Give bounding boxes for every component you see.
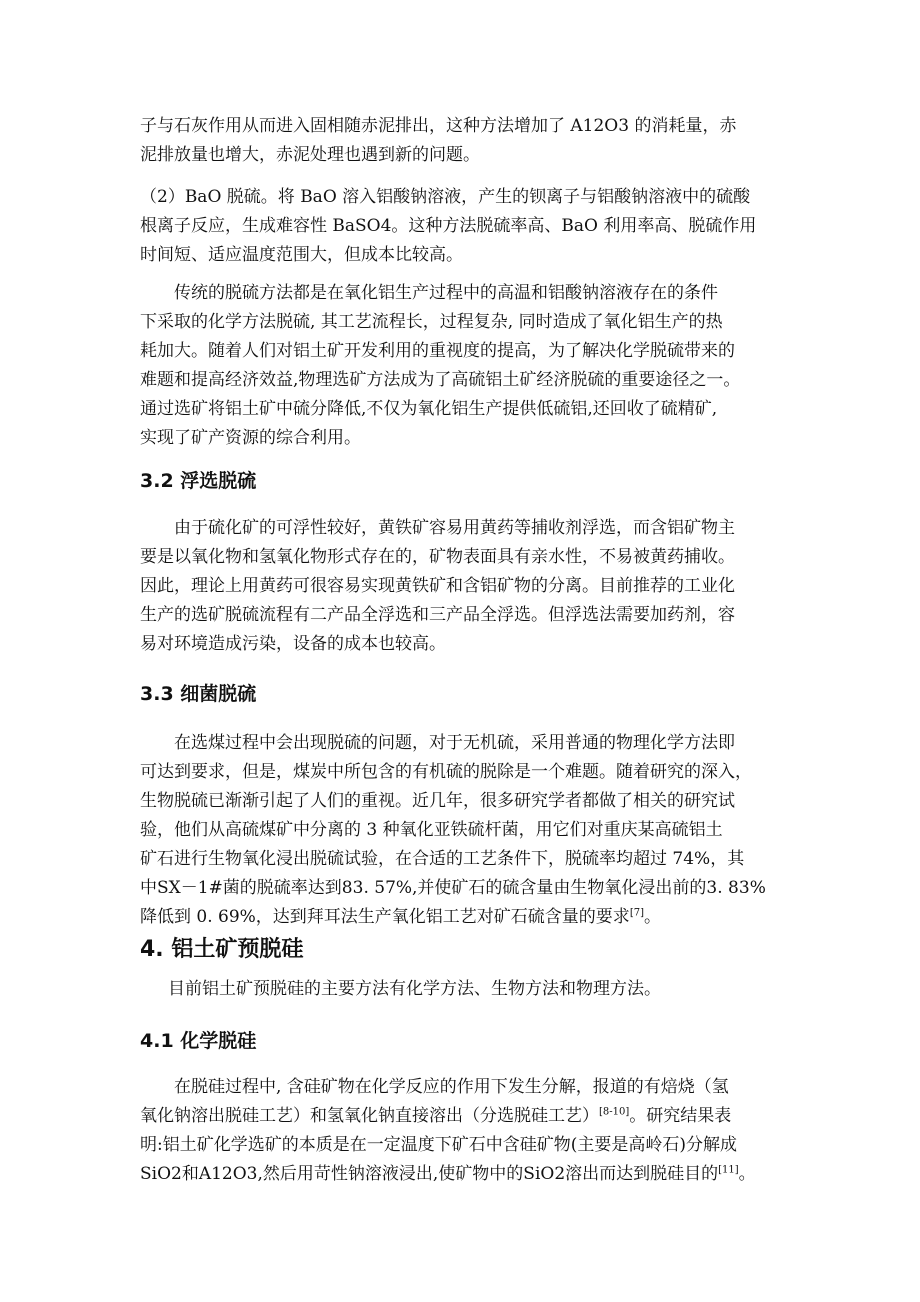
paragraph-bao-desulfurization <box>140 183 780 270</box>
text-line: 在脱硅过程中, 含硅矿物在化学反应的作用下发生分解，报道的有焙烧（氢 <box>174 1077 729 1097</box>
paragraph-bacterial <box>140 729 780 932</box>
paragraph-flotation <box>140 514 780 659</box>
citation-ref: [8-10] <box>599 1106 630 1118</box>
text-segment: 。 <box>738 1164 756 1184</box>
text-line: 目前铝土矿预脱硅的主要方法有化学方法、生物方法和物理方法。 <box>168 979 661 999</box>
paragraph-traditional-methods <box>140 279 780 453</box>
paragraph-1 <box>140 112 780 170</box>
text-line: 在选煤过程中会出现脱硫的问题，对于无机硫，采用普通的物理化学方法即 <box>174 733 735 753</box>
text-line: 难题和提高经济效益,物理选矿方法成为了高硫铝土矿经济脱硫的重要途径之一。 <box>140 370 741 390</box>
text-line: 矿石进行生物氧化浸出脱硫试验，在合适的工艺条件下，脱硫率均超过 74%，其 <box>140 849 745 869</box>
text-line: 子与石灰作用从而进入固相随赤泥排出，这种方法增加了 A12O3 的消耗量，赤 <box>140 116 737 136</box>
citation-ref: [11] <box>718 1164 739 1176</box>
section-heading-4-1: 4.1 化学脱硅 <box>140 1030 257 1052</box>
chapter-heading-4: 4. 铝土矿预脱硅 <box>140 937 304 962</box>
text-line: 根离子反应，生成难容性 BaSO4。这种方法脱硫率高、BaO 利用率高、脱硫作用 <box>140 216 757 236</box>
text-segment: 降低到 0. 69%，达到拜耳法生产氧化铝工艺对矿石硫含量的要求 <box>140 907 630 927</box>
text-line: 易对环境造成污染，设备的成本也较高。 <box>140 634 446 654</box>
text-line: 要是以氧化物和氢氧化物形式存在的，矿物表面具有亲水性，不易被黄药捕收。 <box>140 547 735 567</box>
text-line: 中SX－1#菌的脱硫率达到83. 57%,并使矿石的硫含量由生物氧化浸出前的3. 83% <box>140 878 766 898</box>
text-line: 明:铝土矿化学选矿的本质是在一定温度下矿石中含硅矿物(主要是高岭石)分解成 <box>140 1135 737 1155</box>
text-line: 实现了矿产资源的综合利用。 <box>140 428 361 448</box>
text-segment: 。研究结果表 <box>629 1106 732 1126</box>
citation-ref: [7] <box>629 907 644 919</box>
text-line: 泥排放量也增大，赤泥处理也遇到新的问题。 <box>140 145 480 165</box>
text-line <box>140 903 780 932</box>
text-segment: 。 <box>643 907 661 927</box>
text-line: 通过选矿将铝土矿中硫分降低,不仅为氧化铝生产提供低硫铝,还回收了硫精矿, <box>140 399 718 419</box>
paragraph-desilication-intro <box>140 975 780 1004</box>
section-heading-3-2: 3.2 浮选脱硫 <box>140 470 257 492</box>
text-segment: 氧化钠溶出脱硅工艺）和氢氧化钠直接溶出（分选脱硅工艺） <box>140 1106 599 1126</box>
paragraph-chemical-desilication <box>140 1073 780 1189</box>
text-line: 耗加大。随着人们对铝土矿开发利用的重视度的提高，为了解决化学脱硫带来的 <box>140 341 735 361</box>
section-heading-3-3: 3.3 细菌脱硫 <box>140 683 257 705</box>
text-line <box>140 1102 780 1131</box>
text-line: 生物脱硫已渐渐引起了人们的重视。近几年，很多研究学者都做了相关的研究试 <box>140 791 735 811</box>
text-line <box>140 1160 780 1189</box>
text-line: 由于硫化矿的可浮性较好，黄铁矿容易用黄药等捕收剂浮选，而含铝矿物主 <box>174 518 735 538</box>
text-line: （2）BaO 脱硫。将 BaO 溶入铝酸钠溶液，产生的钡离子与铝酸钠溶液中的硫酸 <box>140 187 751 207</box>
text-line: 传统的脱硫方法都是在氧化铝生产过程中的高温和铝酸钠溶液存在的条件 <box>174 283 718 303</box>
text-line: 因此，理论上用黄药可很容易实现黄铁矿和含铝矿物的分离。目前推荐的工业化 <box>140 576 735 596</box>
text-line: 生产的选矿脱硫流程有二产品全浮选和三产品全浮选。但浮选法需要加药剂，容 <box>140 605 735 625</box>
text-line: 可达到要求，但是，煤炭中所包含的有机硫的脱除是一个难题。随着研究的深入， <box>140 762 752 782</box>
text-line: 下采取的化学方法脱硫, 其工艺流程长，过程复杂, 同时造成了氧化铝生产的热 <box>140 312 723 332</box>
text-segment: SiO2和A12O3,然后用苛性钠溶液浸出,使矿物中的SiO2溶出而达到脱硅目的 <box>140 1164 719 1184</box>
text-line: 验，他们从高硫煤矿中分离的 3 种氧化亚铁硫杆菌，用它们对重庆某高硫铝土 <box>140 820 723 840</box>
text-line: 时间短、适应温度范围大，但成本比较高。 <box>140 245 463 265</box>
